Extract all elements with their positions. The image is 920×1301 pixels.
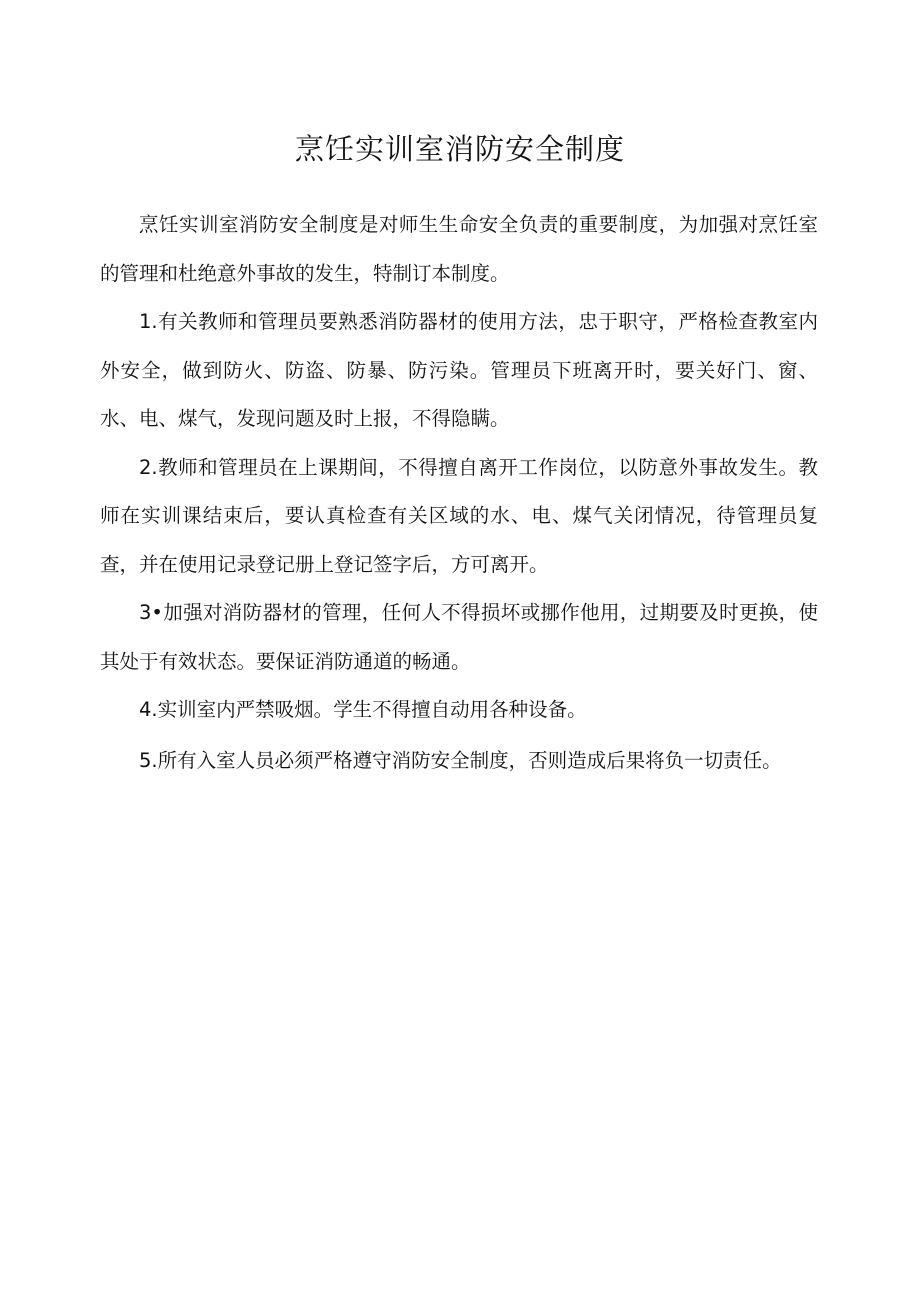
rule-paragraph-3: 3•加强对消防器材的管理，任何人不得损坏或挪作他用，过期要及时更换，使其处于有效状态。要保证消防通道的畅通。 — [100, 601, 818, 673]
rule-paragraph-5: 5.所有入室人员必须严格遵守消防安全制度，否则造成后果将负一切责任。 — [139, 748, 782, 772]
document-body — [100, 201, 818, 787]
rule-paragraph-2: 2.教师和管理员在上课期间，不得擅自离开工作岗位，以防意外事故发生。教师在实训课结束后，要认真检查有关区域的水、电、煤气关闭情况，待管理员复查，并在使用记录登记册上登记签字后，方可离开。 — [100, 455, 818, 576]
rule-paragraph-4: 4.实训室内严禁吸烟。学生不得擅自动用各种设备。 — [139, 698, 587, 721]
intro-paragraph: 烹饪实训室消防安全制度是对师生生命安全负责的重要制度，为加强对烹饪室的管理和杜绝意外事故的发生，特制订本制度。 — [100, 213, 818, 285]
rule-paragraph-1: 1.有关教师和管理员要熟悉消防器材的使用方法，忠于职守，严格检查教室内外安全，做到防火、防盗、防暴、防污染。管理员下班离开时，要关好门、窗、水、电、煤气，发现问题及时上报，不得隐瞒。 — [100, 310, 818, 430]
document-title: 烹饪实训室消防安全制度 — [294, 132, 625, 167]
